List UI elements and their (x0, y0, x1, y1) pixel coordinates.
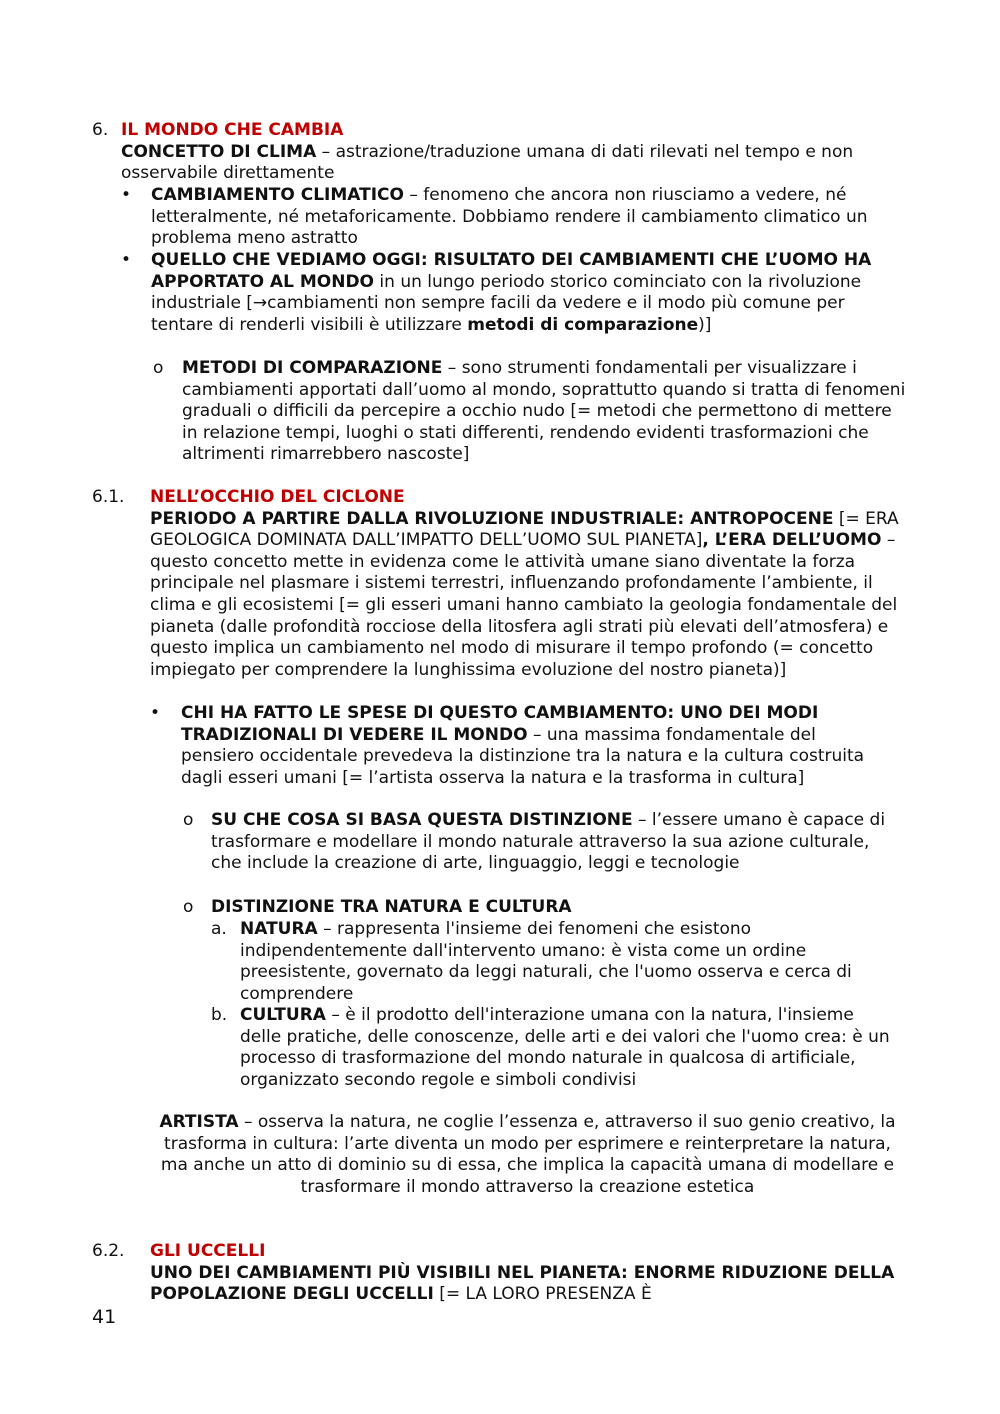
list-marker: b. (211, 1005, 228, 1025)
paragraph-text: )] (698, 314, 712, 335)
artista-paragraph (150, 1112, 905, 1198)
page-number: 41 (92, 1306, 117, 1328)
bold-term: QUELLO CHE VEDIAMO OGGI: RISULTATO DEI CAMBIAMENTI CHE L’UOMO HA APPORTATO AL MONDO (151, 250, 872, 292)
paragraph-text: – questo concetto mette in evidenza come le attività umane siano diventate la forza principale nel plasmare i sistemi terrestri, influenzando profondamente l’ambiente, il clima e gli ecosistemi [= gli esseri umani hanno cambiato la geologia fondamentale del pianeta (dalle profondità rocciose della litosfera agli strati più elevati dell’atmosfera) e questo implica un cambiamento nel modo di misurare il tempo profondo (= concetto impiegato per comprendere la lunghissima evoluzione del nostro pianeta)] (150, 530, 898, 680)
section-6-1 (150, 487, 910, 681)
paragraph-text: – l’essere umano è capace di trasformare e modellare il mondo naturale attraverso la sua azione culturale, che include la creazione di arte, linguaggio, leggi e tecnologie (211, 810, 886, 874)
paragraph (150, 1263, 895, 1306)
paragraph-text: – una massima fondamentale del pensiero occidentale prevedeva la distinzione tra la natura e la cultura costruita dagli esseri umani [= l’artista osserva la natura e la trasforma in cultura] (181, 724, 865, 788)
paragraph (121, 142, 901, 185)
bold-term: DISTINZIONE TRA NATURA E CULTURA (211, 897, 572, 917)
bold-term: ARTISTA (159, 1112, 239, 1132)
sub-bullet-marker: o (183, 897, 194, 917)
bullet-icon: • (121, 185, 132, 205)
bold-term: UNO DEI CAMBIAMENTI PIÙ VISIBILI NEL PIANETA: ENORME RIDUZIONE DELLA POPOLAZIONE DEGLI UCCELLI (150, 1262, 895, 1305)
sub-list-item (211, 810, 891, 875)
list-item (181, 703, 881, 789)
lettered-item (240, 1005, 895, 1091)
paragraph-text: – sono strumenti fondamentali per visualizzare i cambiamenti apportati dall’uomo al mondo, soprattutto quando si tratta di fenomeni graduali o difficili da percepire a occhio nudo [= metodi che permettono di mettere in relazione tempi, luoghi o stati differenti, rendendo evidenti trasformazioni che altrimenti rimarrebbero nascoste] (182, 358, 906, 465)
paragraph-text: – fenomeno che ancora non riusciamo a vedere, né letteralmente, né metaforicamente. Dobbiamo rendere il cambiamento climatico un problema meno astratto (151, 185, 868, 249)
paragraph-text: – è il prodotto dell'interazione umana con la natura, l'insieme delle pratiche, delle conoscenze, delle arti e dei valori che l'uomo crea: è un processo di trasformazione del mondo naturale in qualcosa di artificiale, organizzato secondo regole e simboli condivisi (240, 1005, 890, 1090)
section-number: 6. (92, 120, 109, 140)
sub-list-item (211, 897, 891, 919)
section-number: 6.2. (92, 1241, 125, 1261)
bold-term: PERIODO A PARTIRE DALLA RIVOLUZIONE INDUSTRIALE: ANTROPOCENE (150, 508, 834, 529)
lettered-item (240, 919, 895, 1005)
bold-term: CONCETTO DI CLIMA (121, 141, 317, 162)
bold-term: CAMBIAMENTO CLIMATICO (151, 185, 404, 205)
sub-bullet-marker: o (183, 810, 194, 830)
bold-term: NATURA (240, 919, 318, 939)
section-title: GLI UCCELLI (150, 1241, 266, 1261)
section-6 (121, 120, 901, 185)
section-title: NELL’OCCHIO DEL CICLONE (150, 487, 405, 507)
paragraph-text: [= ERA GEOLOGICA DOMINATA DALL’IMPATTO DELL’UOMO SUL PIANETA] (150, 508, 899, 551)
section-6-2 (150, 1241, 895, 1306)
paragraph-text: [= LA LORO PRESENZA È (433, 1284, 652, 1305)
paragraph-text: – rappresenta l'insieme dei fenomeni che esistono indipendentemente dall'intervento umano: è vista come un ordine preesistente, governato da leggi naturali, che l'uomo osserva e cerca di comprendere (240, 919, 852, 1004)
bold-term: CULTURA (240, 1005, 326, 1025)
bold-term: CHI HA FATTO LE SPESE DI QUESTO CAMBIAMENTO: UNO DEI MODI TRADIZIONALI DI VEDERE IL MONDO (181, 703, 819, 745)
list-marker: a. (211, 919, 227, 939)
paragraph (150, 509, 910, 682)
paragraph-text: – astrazione/traduzione umana di dati rilevati nel tempo e non osservabile direttamente (121, 141, 854, 184)
list-item (151, 185, 901, 250)
sub-bullet-marker: o (153, 358, 164, 378)
bold-term: SU CHE COSA SI BASA QUESTA DISTINZIONE (211, 810, 633, 830)
paragraph-text: in un lungo periodo storico cominciato con la rivoluzione industriale [→cambiamenti non sempre facili da vedere e il modo più comune per tentare di renderli visibili è utilizzare (151, 271, 862, 335)
bold-term: metodi di comparazione (467, 314, 699, 335)
list-item (151, 250, 896, 336)
bold-term: , L’ERA DELL’UOMO (702, 530, 882, 551)
paragraph-text: – osserva la natura, ne coglie l’essenza e, attraverso il suo genio creativo, la trasforma in cultura: l’arte diventa un modo per esprimere e reinterpretare la natura, ma anche un atto di dominio su di essa, che implica la capacità umana di modellare e trasformare il mondo attraverso la creazione estetica (160, 1112, 896, 1197)
sub-list-item (182, 358, 907, 466)
bullet-icon: • (121, 250, 132, 270)
bold-term: METODI DI COMPARAZIONE (182, 358, 443, 378)
section-title: IL MONDO CHE CAMBIA (121, 120, 344, 140)
bullet-icon: • (150, 703, 161, 723)
section-number: 6.1. (92, 487, 125, 507)
